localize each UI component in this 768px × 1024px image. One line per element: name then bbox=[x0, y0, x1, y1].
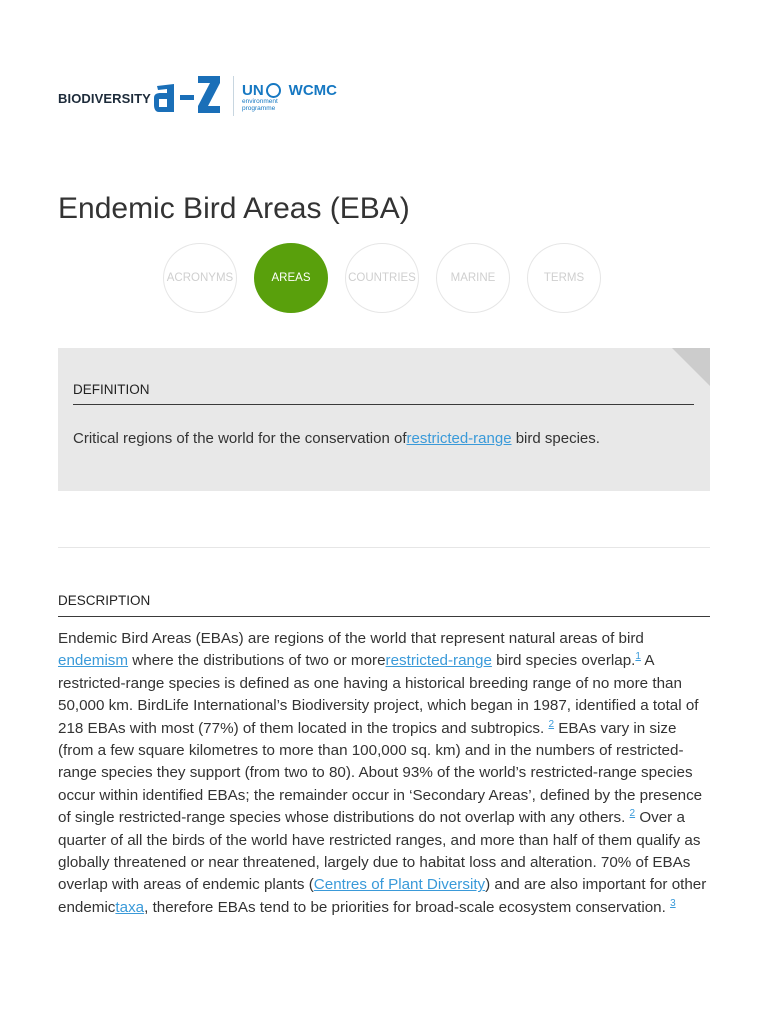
definition-text bbox=[73, 430, 600, 447]
corner-fold-icon bbox=[672, 348, 710, 386]
biodiversity-brand[interactable]: BIODIVERSITY bbox=[58, 91, 151, 106]
description-heading: DESCRIPTION bbox=[58, 593, 151, 608]
desc-text-2: where the distributions of two or more bbox=[128, 652, 386, 670]
desc-text-6: Over a quarter of all the birds of the world have restricted ranges, and more than half of them qualify as globally threatened or near threatened, largely due to habitat loss and alteration. 70% of EBAs overlap with areas of endemic plants ( bbox=[58, 809, 701, 894]
desc-text-4: A restricted-range species is defined as one having a historical breeding range of no more than 50,000 km. BirdLife International’s Biodiversity project, which began in 1987, identified a total of 218 EBAs with most (77%) of them located in the tropics and subtropics. bbox=[58, 652, 699, 737]
description-rule bbox=[58, 616, 710, 617]
nav-terms[interactable]: TERMS bbox=[527, 243, 601, 313]
page-title: Endemic Bird Areas (EBA) bbox=[58, 192, 410, 225]
az-logo[interactable] bbox=[154, 74, 224, 116]
definition-heading: DEFINITION bbox=[73, 382, 150, 397]
restricted-range-link[interactable]: restricted-range bbox=[406, 430, 512, 447]
wcmc-label: WCMC bbox=[288, 82, 337, 99]
footnote-ref-3[interactable]: 2 bbox=[629, 808, 636, 820]
description-text bbox=[58, 628, 714, 919]
unep-wcmc-logo[interactable] bbox=[242, 82, 337, 112]
nav-countries[interactable]: COUNTRIES bbox=[345, 243, 419, 313]
footnote-ref-4[interactable]: 3 bbox=[670, 897, 676, 909]
nav-marine[interactable]: MARINE bbox=[436, 243, 510, 313]
definition-text-end: bird species. bbox=[511, 430, 600, 447]
definition-box bbox=[58, 348, 710, 491]
footnote-ref-2[interactable]: 2 bbox=[548, 718, 555, 730]
restricted-range-link-2[interactable]: restricted-range bbox=[385, 652, 492, 670]
taxa-link[interactable]: taxa bbox=[115, 898, 145, 916]
site-header bbox=[58, 74, 358, 118]
un-globe-icon bbox=[266, 83, 281, 98]
definition-text-start: Critical regions of the world for the conservation of bbox=[73, 430, 407, 447]
un-label: UN bbox=[242, 82, 264, 99]
section-separator bbox=[58, 547, 710, 548]
nav-areas[interactable]: AREAS bbox=[254, 243, 328, 313]
header-divider bbox=[233, 76, 234, 116]
desc-text-8: , therefore EBAs tend to be priorities for broad-scale ecosystem conservation. bbox=[144, 898, 666, 916]
desc-text-3: bird species overlap. bbox=[491, 652, 636, 670]
category-nav bbox=[163, 243, 601, 313]
desc-text-5: EBAs vary in size (from a few square kilometres to more than 100,000 sq. km) and in the numbers of restricted-range species they support (from two to 80). About 93% of the world’s restricted-range species occur within identified EBAs; the remainder occur in ‘Secondary Areas’, defined by the presence of single restricted-range species whose distributions do not overlap with any others. bbox=[58, 719, 703, 827]
desc-text-1: Endemic Bird Areas (EBAs) are regions of the world that represent natural areas of bird bbox=[58, 630, 644, 647]
definition-rule bbox=[73, 404, 694, 405]
footnote-ref-1[interactable]: 1 bbox=[635, 651, 641, 663]
endemism-link[interactable]: endemism bbox=[58, 652, 129, 670]
unep-subtitle-2: programme bbox=[242, 104, 276, 112]
unep-subtitle-1: environment bbox=[242, 98, 278, 105]
desc-text-7: ) and are also important for other endemic bbox=[58, 876, 707, 916]
nav-acronyms[interactable]: ACRONYMS bbox=[163, 243, 237, 313]
centres-of-plant-diversity-link[interactable]: Centres of Plant Diversity bbox=[313, 876, 486, 894]
